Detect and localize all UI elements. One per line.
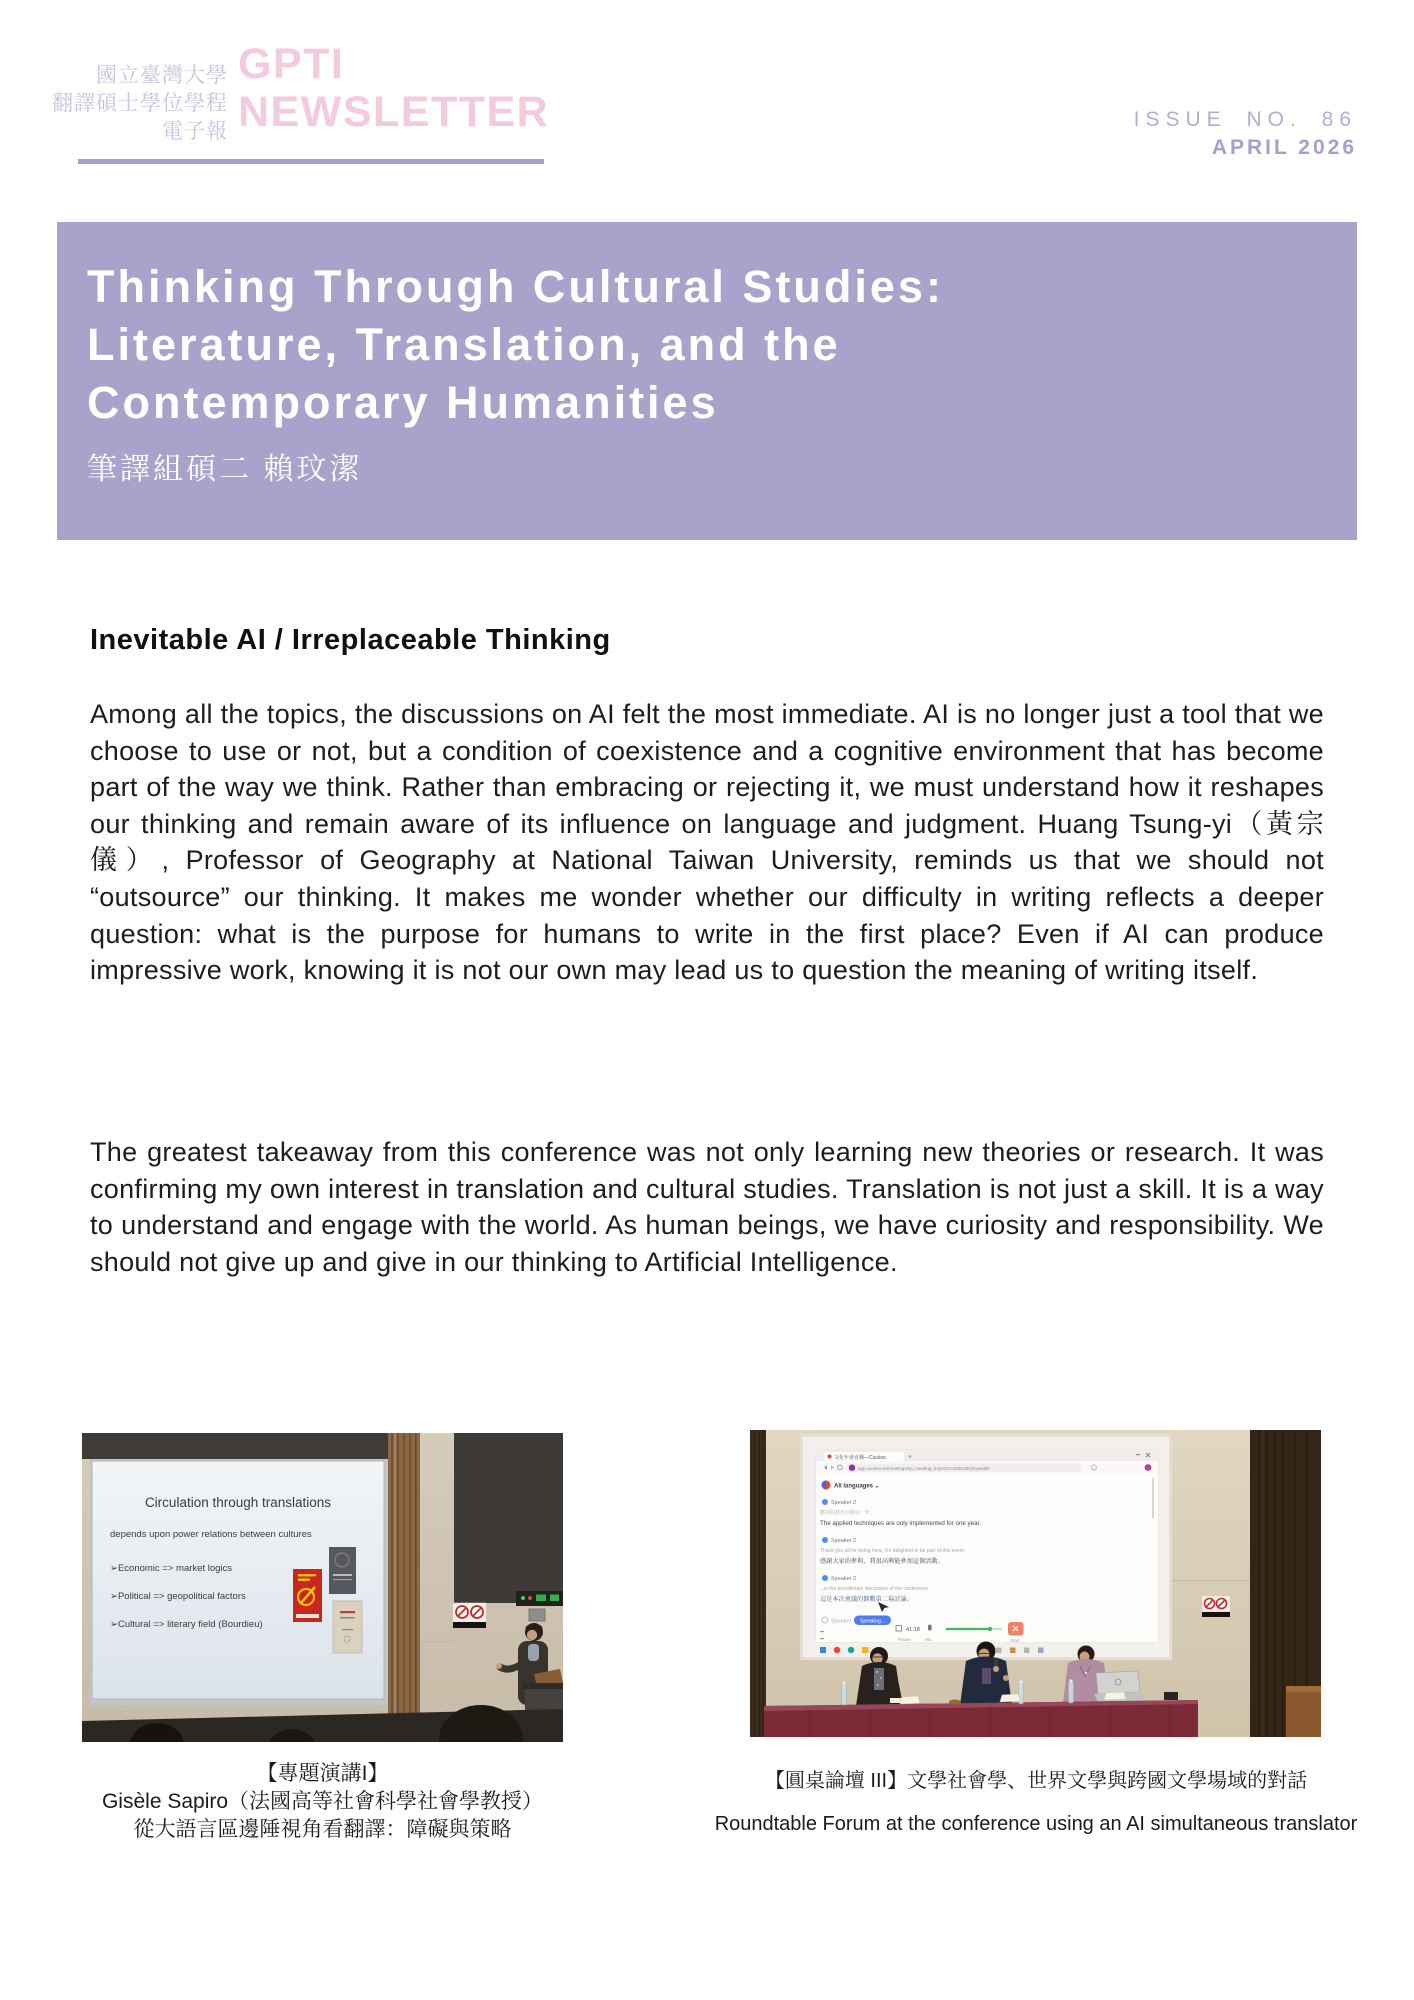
url-text: app.cuckoo.so/meetings/np_meeting_bAjNGGcOMnD9Qmyaw6bi [858, 1466, 990, 1471]
title-banner [57, 222, 1357, 540]
author-byline: 筆譯組碩二 賴玟潔 [87, 453, 363, 486]
tab-favicon [828, 1455, 832, 1459]
mic-label: Mic [925, 1637, 932, 1642]
logo-line-gpti: GPTI [238, 40, 345, 88]
site-icon [849, 1465, 855, 1471]
caption-line: Gisèle Sapiro（法國高等社會科學社會學教授） [101, 1790, 544, 1813]
caption-line: 【專題演講I】 [256, 1762, 389, 1785]
paragraph-2: The greatest takeaway from this conference was not only learning new theories or research. It was confirming my own interest in translation and cultural studies. Translation is not just a skill. It is a way to understand and engage with the world. As human beings, we have curiosity and responsibility. We should not give up and give in our thinking to Artificial Intelligence. [90, 1137, 1324, 1277]
paragraph-1: Among all the topics, the discussions on AI felt the most immediate. AI is no longer just a tool that we choose to use or not, but a condition of coexistence and a cognitive environment that has become part of the way we think. Rather than embracing or rejecting it, we must understand how it reshapes our thinking and remain aware of its influence on language and judgment. Huang Tsung-yi（黃宗儀）, Professor of Geography at National Taiwan University, reminds us that we should not “outsource” our thinking. It makes me wonder whether our difficulty in writing reflects a deeper question: what is the purpose for humans to write in the first place? Even if AI can produce impressive work, knowing it is not our own may lead us to question the meaning of writing itself. [90, 699, 1324, 986]
scrollbar [1152, 1478, 1154, 1518]
volume-slider-knob [988, 1627, 992, 1631]
end-label: End [1011, 1638, 1020, 1643]
roundtable-photo [750, 1430, 1321, 1737]
pause-label: Pause [898, 1637, 911, 1642]
slide-subtitle: depends upon power relations between cultures [110, 1529, 312, 1540]
speaking-badge-label: Speaking... [859, 1618, 886, 1625]
transcript-secondary: ...is the penultimate discussion of the conference. [820, 1586, 930, 1592]
issue-number: ISSUE NO. 86 [1133, 108, 1357, 131]
necklace [1085, 1672, 1087, 1674]
article-title [87, 258, 1327, 432]
slide-bullet-1: ➢Economic => market logics [110, 1563, 233, 1574]
caption-line: 從大語言區邊陲視角看翻譯：障礙與策略 [133, 1818, 512, 1841]
transcript-primary: The applied techniques are only implemented for one year. [820, 1520, 981, 1527]
wood-column [388, 1433, 420, 1727]
acoustic-panel [454, 1433, 563, 1603]
wall-seam [420, 1641, 454, 1643]
section-heading: Inevitable AI / Irreplaceable Thinking [90, 624, 611, 656]
exit-sign [516, 1591, 563, 1606]
transcript-primary: 這是本次會議的倒數第二場討論。 [820, 1596, 913, 1603]
right-wood-panel [1250, 1430, 1321, 1737]
speaker-label: Speaker [831, 1618, 852, 1625]
org-name-block [40, 62, 228, 146]
brand-underline [78, 159, 544, 164]
newsletter-logo [238, 40, 549, 136]
speaker-icon [822, 1537, 828, 1543]
speaker-label: Speaker 2 [831, 1576, 857, 1582]
org-line-1: 國立臺灣大學 [96, 64, 228, 87]
book-cover-red-manifesto [293, 1569, 322, 1622]
language-selector-label: All languages ⌄ [834, 1483, 880, 1490]
transcript-secondary: 應用的技巧只執行一年。 [820, 1510, 876, 1516]
mic-icon [928, 1625, 932, 1631]
browser-tab-bar [816, 1450, 1158, 1461]
lecture-photo [82, 1433, 563, 1742]
timer-value: 41:18 [906, 1627, 920, 1633]
new-tab-icon [909, 1455, 912, 1458]
logo-line-newsletter: NEWSLETTER [238, 88, 550, 136]
issue-date: APRIL 2026 [1211, 136, 1357, 159]
right-photo-caption-en: Roundtable Forum at the conference using an AI simultaneous translator [714, 1813, 1358, 1835]
speaker-label: Speaker 2 [831, 1538, 857, 1544]
placeholder-dash [820, 1638, 824, 1639]
browser-url-bar [816, 1461, 1158, 1474]
wall-seam [1170, 1580, 1250, 1581]
microphone [995, 1658, 998, 1667]
title-line-2: Literature, Translation, and the [87, 319, 841, 370]
book-cover-beige [333, 1601, 362, 1653]
side-table [1286, 1692, 1321, 1737]
slide-title: Circulation through translations [144, 1495, 332, 1510]
speaker-icon [822, 1575, 828, 1581]
right-photo-caption-cn: 【圓桌論壇 III】文學社會學、世界文學與跨國文學場域的對話 [764, 1770, 1308, 1792]
no-smoking-sign [1202, 1596, 1230, 1617]
no-smoking-sign [453, 1603, 486, 1628]
org-line-2: 翻譯碩士學位學程 [52, 92, 228, 115]
transcript-secondary: Thank you all for being here, I'm delighted to be part of this event. [820, 1548, 966, 1554]
left-photo-caption [82, 1760, 563, 1844]
placeholder-dash [820, 1631, 824, 1632]
slide-bullet-2: ➢Political => geopolitical factors [110, 1591, 246, 1602]
speaker-label: Speaker 2 [831, 1500, 857, 1506]
title-line-3: Contemporary Humanities [87, 377, 719, 428]
side-table-top [1286, 1686, 1321, 1692]
profile-avatar [1145, 1464, 1152, 1471]
equipment-box [1164, 1692, 1178, 1700]
speaker-icon [822, 1499, 828, 1505]
minimize-icon [1136, 1454, 1140, 1455]
transcript-primary: 感謝大家的參與，我很高興能參加這個活動。 [820, 1558, 944, 1565]
screen-housing [82, 1433, 388, 1459]
browser-tab-title: 文化年會直播—Cuckoo [834, 1455, 886, 1461]
left-wood-strip [750, 1430, 766, 1737]
gavel [949, 1700, 961, 1705]
org-line-3: 電子報 [162, 120, 228, 143]
browser-window [816, 1450, 1158, 1653]
title-line-1: Thinking Through Cultural Studies: [87, 261, 944, 312]
wall-device [529, 1609, 545, 1621]
book-cover-dark [329, 1547, 356, 1594]
slide-bullet-3: ➢Cultural => literary field (Bourdieu) [110, 1619, 263, 1630]
